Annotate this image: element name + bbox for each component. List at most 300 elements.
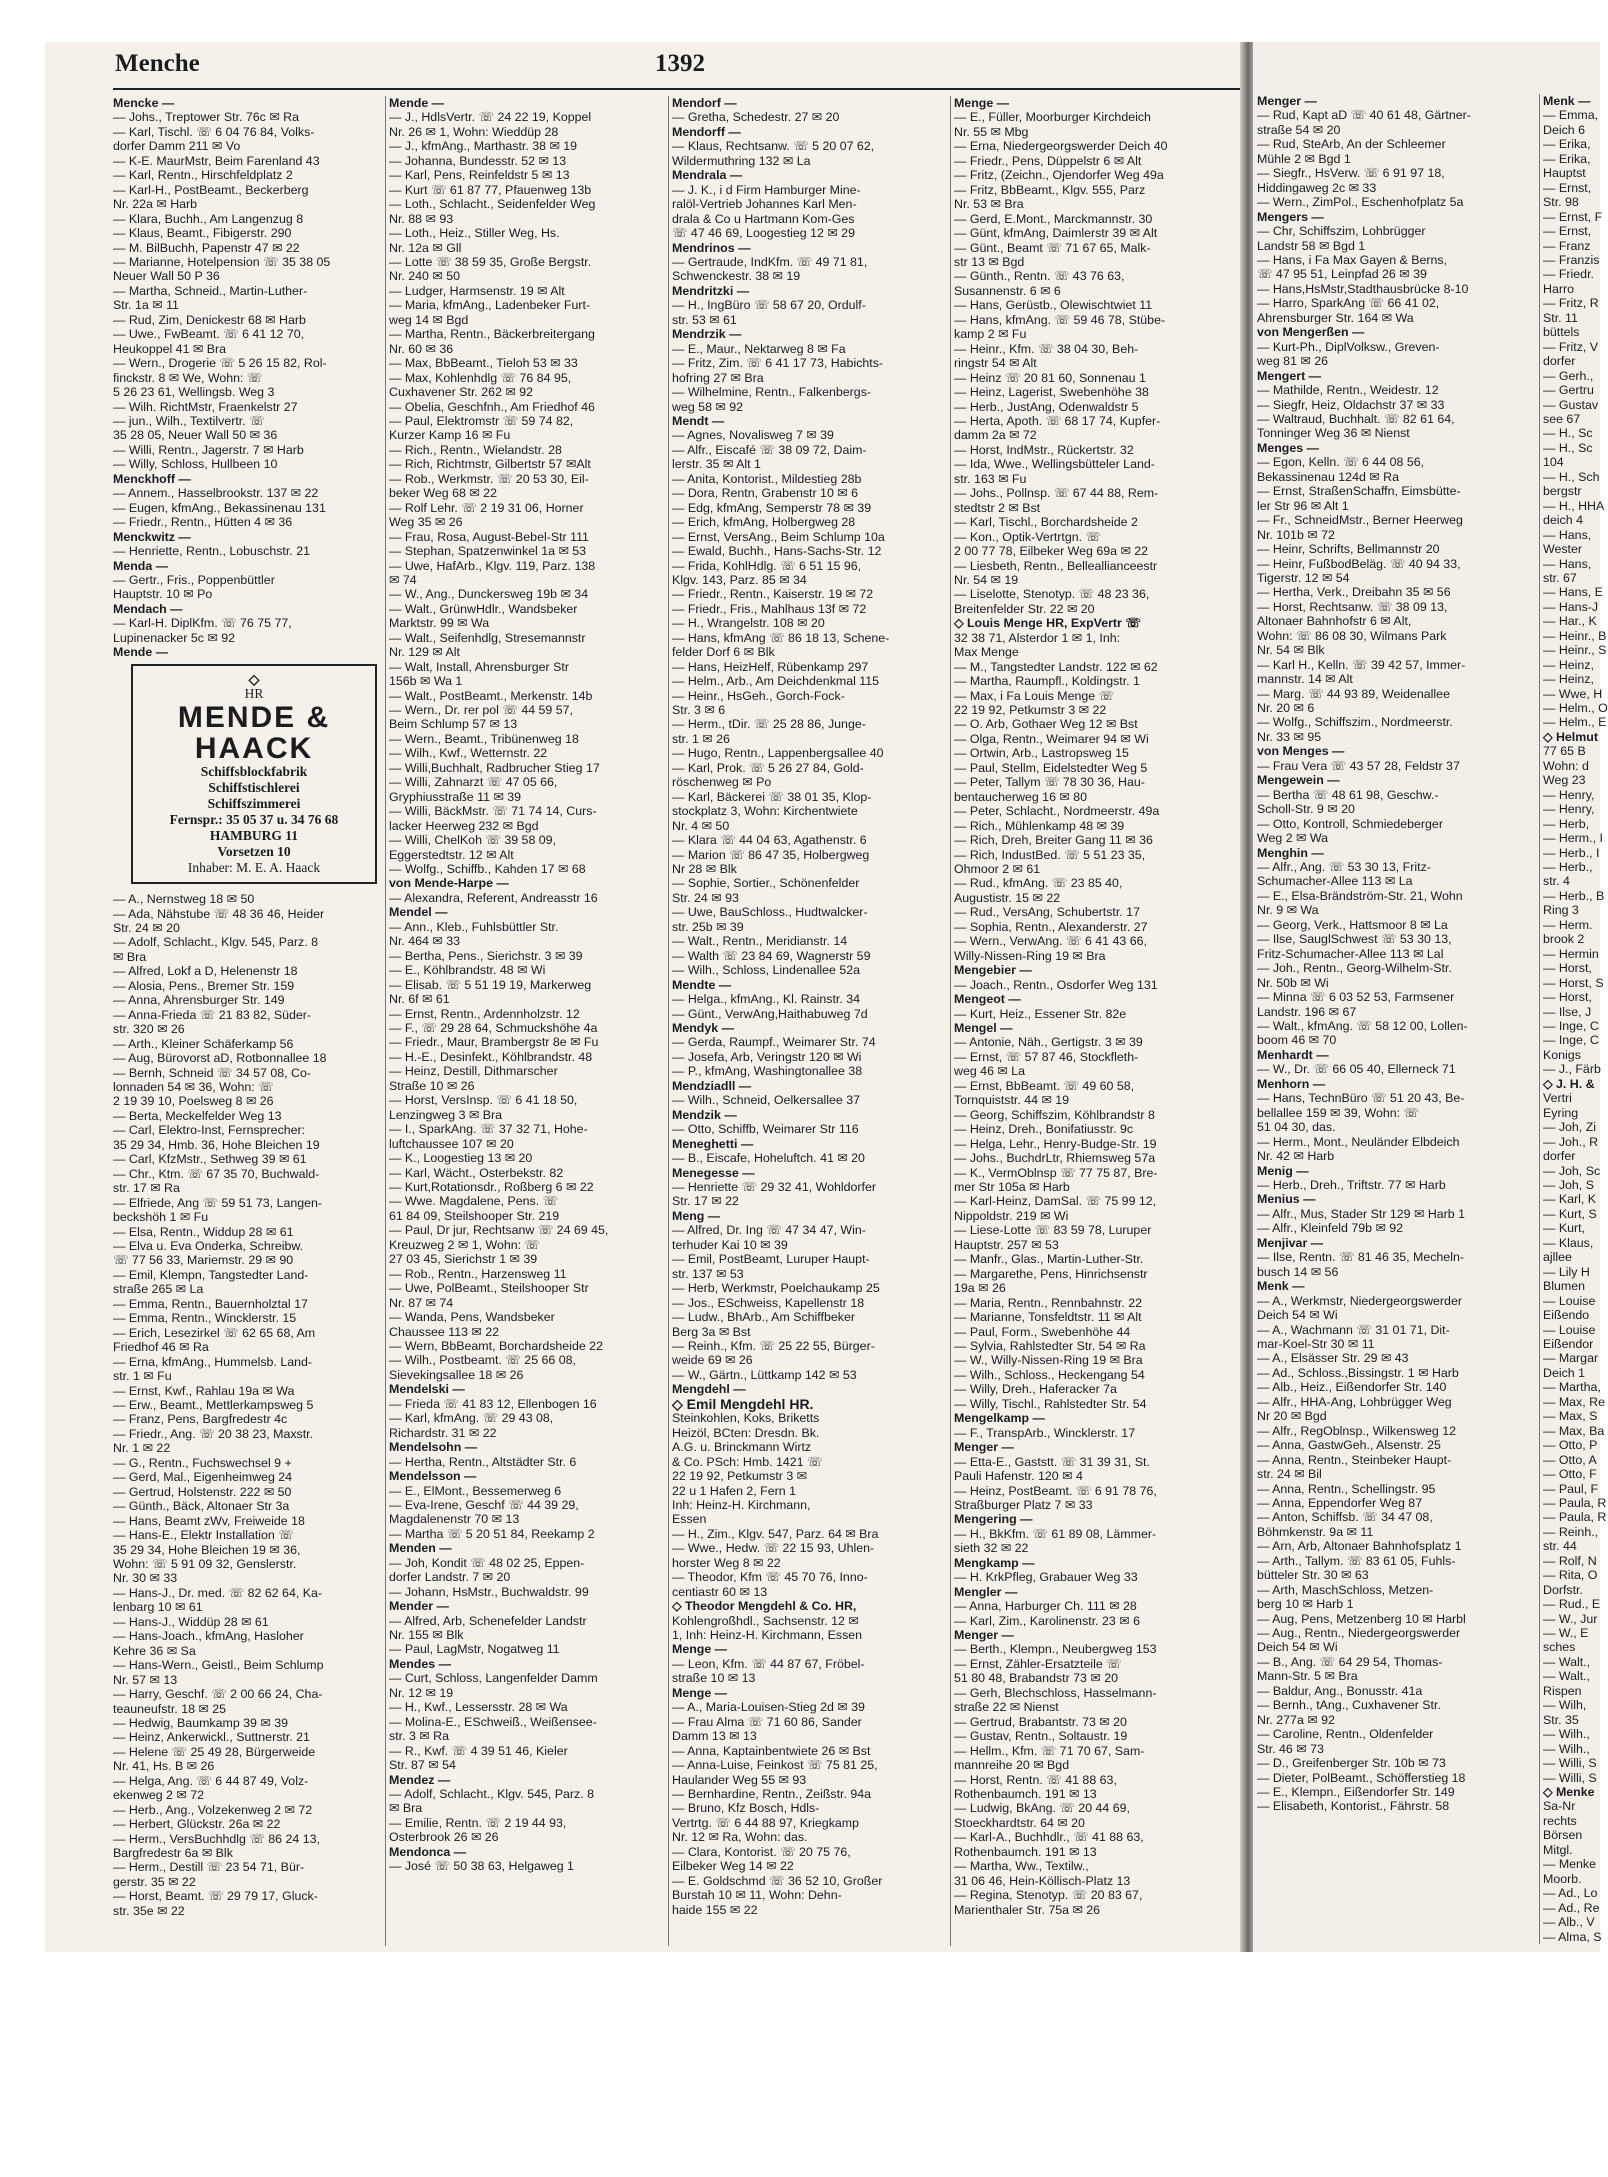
directory-entry: sches (1543, 1640, 1576, 1655)
directory-entry: Nr 20 ✉ Bgd (1257, 1409, 1327, 1424)
directory-entry: haide 155 ✉ 22 (672, 1902, 758, 1917)
directory-entry: — Henry, (1543, 787, 1595, 802)
directory-entry: — Herb, Werkmstr, Poelchaukamp 25 (672, 1281, 880, 1296)
directory-entry: Steinkohlen, Koks, Briketts (672, 1411, 820, 1426)
directory-entry: — Gerh, Blechschloss, Hasselmann- (954, 1685, 1157, 1700)
directory-entry: Inh: Heinz-H. Kirchmann, (672, 1497, 811, 1512)
directory-entry: — Willi, Zahnarzt ☏ 47 05 66, (389, 775, 558, 790)
directory-entry: — Kurt-Ph., DiplVolksw., Greven- (1257, 339, 1440, 354)
directory-entry: — M., Tangstedter Landstr. 122 ✉ 62 (954, 659, 1158, 674)
directory-entry: — Mathilde, Rentn., Weidestr. 12 (1257, 383, 1439, 398)
surname-heading: Mendziadll — (672, 1078, 752, 1093)
firm-listing: ◇ J. H. & (1543, 1076, 1595, 1091)
surname-heading: von Mengerßen — (1257, 325, 1365, 340)
header-rule (113, 88, 1293, 90)
directory-entry: — Bernh., tAng., Cuxhavener Str. (1257, 1698, 1441, 1713)
directory-entry: — Ludger, Harmsenstr. 19 ✉ Alt (389, 283, 565, 298)
directory-entry: Rothenbaumch. 191 ✉ 13 (954, 1844, 1097, 1859)
directory-entry: Rispen (1543, 1683, 1582, 1698)
directory-entry: — Heinr., S (1543, 643, 1607, 658)
directory-entry: Hauptstr. 10 ✉ Po (113, 587, 213, 602)
directory-entry: — Horst, Rentn. ☏ 41 88 63, (954, 1772, 1117, 1787)
directory-entry: boom 46 ✉ 70 (1257, 1033, 1337, 1048)
directory-entry: Nr. 33 ✉ 95 (1257, 729, 1322, 744)
directory-entry: — Sylvia, Rahlstedter Str. 54 ✉ Ra (954, 1338, 1146, 1353)
directory-entry: — Wilh., Postbeamt. ☏ 25 66 08, (389, 1353, 576, 1368)
directory-entry: — Bernhardine, Rentn., Zeißstr. 94a (672, 1787, 872, 1802)
directory-entry: Beim Schlump 57 ✉ 13 (389, 717, 518, 732)
surname-heading: Menges — (1257, 440, 1319, 455)
directory-entry: — Anna, Kaptainbentwiete 26 ✉ Bst (672, 1743, 871, 1758)
directory-entry: — Stephan, Spatzenwinkel 1a ✉ 53 (389, 544, 587, 559)
directory-entry: Burstah 10 ✉ 11, Wohn: Dehn- (672, 1888, 842, 1903)
surname-heading: Mengering — (954, 1512, 1033, 1527)
directory-entry: — Wern., Beamt., Tribünenweg 18 (389, 731, 579, 746)
directory-entry: Ohmoor 2 ✉ 61 (954, 862, 1041, 877)
directory-entry: — Rich., Rentn., Wielandstr. 28 (389, 442, 562, 457)
directory-entry: Nr. 20 ✉ 6 (1257, 701, 1315, 716)
ad-owner: Inhaber: M. E. A. Haack (187, 860, 321, 876)
ad-company-name-line2: HAACK (194, 732, 314, 766)
directory-entry: — Paul, Stellm, Eidelstedter Weg 5 (954, 760, 1148, 775)
directory-entry: dorfer Landstr. 7 ✉ 20 (389, 1570, 511, 1585)
directory-entry: — Rud., VersAng, Schubertstr. 17 (954, 905, 1140, 920)
directory-entry: — Martha, Schneid., Martin-Luther- (113, 283, 308, 298)
directory-entry: — Hans-J (1543, 599, 1599, 614)
directory-entry: — Marion ☏ 86 47 35, Holbergweg (672, 847, 870, 862)
directory-entry: Moorb. (1543, 1871, 1582, 1886)
directory-entry: — H., Zim., Klgv. 547, Parz. 64 ✉ Bra (672, 1526, 879, 1541)
directory-entry: lenbarg 10 ✉ 61 (113, 1600, 203, 1615)
directory-entry: — Herm., VersBuchhdlg ☏ 86 24 13, (113, 1831, 320, 1846)
directory-entry: — Erich, Lesezirkel ☏ 62 65 68, Am (113, 1325, 316, 1340)
directory-entry: busch 14 ✉ 56 (1257, 1264, 1339, 1279)
directory-entry: — Obelia, Geschfnh., Am Friedhof 46 (389, 399, 595, 414)
directory-entry: — Ernst, BbBeamt. ☏ 49 60 58, (954, 1078, 1135, 1093)
directory-entry: — Joh, S (1543, 1177, 1594, 1192)
directory-entry: büttels (1543, 325, 1580, 340)
directory-entry: — G., Rentn., Fuchswechsel 9 + (113, 1455, 292, 1470)
directory-entry: Mann-Str. 5 ✉ Bra (1257, 1669, 1358, 1684)
directory-entry: — Siegfr, Heiz, Oldachstr 37 ✉ 33 (1257, 397, 1445, 412)
directory-entry: — Wolfg., Schiffb., Kahden 17 ✉ 68 (389, 862, 586, 877)
directory-entry: Nr. 87 ✉ 74 (389, 1295, 454, 1310)
directory-entry: & Co. PSch: Hmb. 1421 ☏ (672, 1454, 823, 1469)
directory-entry: — Herm. (1543, 917, 1593, 932)
directory-column-2 (389, 96, 665, 1946)
page-number: 1392 (655, 50, 705, 77)
directory-entry: — Gertr., Fris., Poppenbüttler (113, 572, 275, 587)
directory-entry: — Herm., I (1543, 831, 1603, 846)
directory-entry: — Walt, Install, Ahrensburger Str (389, 659, 569, 674)
directory-entry: — Heinr., HsGeh., Gorch-Fock- (672, 688, 845, 703)
directory-entry: — F., TranspArb., Wincklerstr. 17 (954, 1425, 1136, 1440)
directory-entry: — Klara, Buchh., Am Langenzug 8 (113, 211, 304, 226)
directory-entry: — Arn, Arb, Altonaer Bahnhofsplatz 1 (1257, 1539, 1462, 1554)
directory-entry: — Bruno, Kfz Bosch, Hdls- (672, 1801, 820, 1816)
directory-entry: weg 14 ✉ Bgd (389, 312, 469, 327)
directory-entry: Altonaer Bahnhofstr 6 ✉ Alt, (1257, 614, 1412, 629)
directory-entry: Hiddingaweg 2c ✉ 33 (1257, 180, 1377, 195)
directory-entry: — Karl, Bäckerei ☏ 38 01 35, Klop- (672, 789, 872, 804)
directory-entry: Fritz-Schumacher-Allee 113 ✉ Lal (1257, 946, 1444, 961)
directory-entry: — Gustav (1543, 397, 1599, 412)
directory-entry: dorfer Damm 211 ✉ Vo (113, 139, 241, 154)
directory-entry: — Wilh., (1543, 1727, 1590, 1742)
directory-entry: — Alfred, Arb, Schenefelder Landstr (389, 1613, 587, 1628)
directory-entry: ✉ Bra (389, 1801, 423, 1816)
directory-entry: — Willi, ChelKoh ☏ 39 58 09, (389, 833, 557, 848)
directory-entry: — Marianne, Tonsfeldtstr. 11 ✉ Alt (954, 1310, 1142, 1325)
directory-entry: — Gertrud, Holstenstr. 222 ✉ 50 (113, 1484, 292, 1499)
surname-heading: Menger — (954, 1440, 1014, 1455)
directory-entry: — Alfr., Eiscafé ☏ 38 09 72, Daim- (672, 442, 867, 457)
directory-entry: — Herm., tDir. ☏ 25 28 86, Junge- (672, 717, 866, 732)
directory-entry: — Klaus, Rechtsanw. ☏ 5 20 07 62, (672, 139, 875, 154)
directory-column-6 (1543, 94, 1608, 1944)
directory-entry: ler Str 96 ✉ Alt 1 (1257, 498, 1349, 513)
directory-column-3 (672, 96, 946, 1946)
directory-entry: Harro (1543, 281, 1574, 296)
directory-entry: — jun., Wilh., Textilvertr. ☏ (113, 413, 265, 428)
column-divider (385, 96, 386, 1946)
directory-entry: — Fritz, V (1543, 339, 1599, 354)
directory-entry: Richardstr. 31 ✉ 22 (389, 1425, 497, 1440)
directory-entry: — Franzis (1543, 252, 1600, 267)
directory-entry: — Lily H (1543, 1264, 1590, 1279)
directory-entry: — Anna-Frieda ☏ 21 83 82, Süder- (113, 1007, 312, 1022)
directory-entry: — Alexandra, Referent, Andreasstr 16 (389, 890, 598, 905)
directory-entry: — Helm., E (1543, 715, 1607, 730)
directory-entry: 31 06 46, Hein-Köllisch-Platz 13 (954, 1873, 1131, 1888)
directory-entry: Nr. 53 ✉ Bra (954, 197, 1024, 212)
running-title: Menche (115, 50, 200, 77)
directory-entry: — Georg, Verk., Hattsmoor 8 ✉ La (1257, 917, 1448, 932)
directory-entry: — Otto, F (1543, 1467, 1597, 1482)
directory-entry: — Heinr., Kfm. ☏ 38 04 30, Beh- (954, 341, 1139, 356)
directory-entry: Str. 1a ✉ 11 (113, 298, 179, 313)
directory-entry: 35 29 34, Hohe Bleichen 19 ✉ 36, (113, 1542, 301, 1557)
surname-heading: Mender — (389, 1599, 449, 1614)
directory-entry: str. 1 ✉ Fu (113, 1369, 172, 1384)
directory-entry: — Herm., Destill ☏ 23 54 71, Bür- (113, 1860, 305, 1875)
directory-entry: — Leon, Kfm. ☏ 44 87 67, Fröbel- (672, 1656, 865, 1671)
directory-entry: — Gertru (1543, 383, 1594, 398)
directory-entry: — Klara ☏ 44 04 63, Agathenstr. 6 (672, 833, 867, 848)
directory-entry: — Hans, Gerüstb., Olewischtwiet 11 (954, 298, 1153, 313)
directory-entry: — Hugo, Rentn., Lappenbergsallee 40 (672, 746, 884, 761)
directory-entry: — Berta, Meckelfelder Weg 13 (113, 1108, 282, 1123)
directory-entry: luftchaussee 107 ✉ 20 (389, 1136, 514, 1151)
directory-entry: — Alb., V (1543, 1915, 1595, 1930)
surname-heading: Mengeot — (954, 992, 1021, 1007)
directory-entry: Tonninger Weg 36 ✉ Nienst (1257, 426, 1410, 441)
directory-entry: — Willy, Schloss, Hullbeen 10 (113, 457, 278, 472)
directory-entry: — Uwe., FwBeamt. ☏ 6 41 12 70, (113, 327, 305, 342)
directory-entry: — Max, i Fa Louis Menge ☏ (954, 688, 1115, 703)
directory-entry: — Herb., JustAng, Odenwaldstr 5 (954, 399, 1139, 414)
directory-entry: — K., VermOblnsp ☏ 77 75 87, Bre- (954, 1165, 1158, 1180)
surname-heading: Mengel — (954, 1021, 1013, 1035)
column-divider (1539, 94, 1540, 1944)
directory-entry: Marienthaler Str. 75a ✉ 26 (954, 1902, 1101, 1917)
directory-entry: — Helga., kfmAng., Kl. Rainstr. 34 (672, 992, 861, 1007)
surname-heading: Mendorff — (672, 124, 741, 139)
surname-heading: Mengers — (1257, 209, 1324, 224)
directory-entry: — Elsa, Rentn., Widdup 28 ✉ 61 (113, 1224, 294, 1239)
directory-entry: Nr. 60 ✉ 36 (389, 341, 454, 356)
directory-entry: — Kurt,Rotationsdr., Roßberg 6 ✉ 22 (389, 1179, 594, 1194)
directory-entry: — Otto, A (1543, 1452, 1597, 1467)
directory-column-1 (113, 96, 381, 1946)
surname-heading: Mengewein — (1257, 773, 1340, 788)
directory-entry: — Ernst, Rentn., Ardennholzstr. 12 (389, 1006, 580, 1021)
directory-entry: — Alb., Heiz., Eißendorfer Str. 140 (1257, 1380, 1447, 1395)
directory-entry: str. 24 ✉ Bil (1257, 1467, 1322, 1482)
directory-entry: Str. 87 ✉ 54 (389, 1758, 456, 1773)
surname-heading: Mende — (113, 645, 169, 660)
directory-entry: — Margar (1543, 1351, 1599, 1366)
directory-entry: dorfer (1543, 1149, 1576, 1164)
directory-entry: — Theodor, Kfm ☏ 45 70 76, Inno- (672, 1570, 868, 1585)
directory-entry: 61 84 09, Steilshooper Str. 219 (389, 1208, 560, 1223)
directory-entry: Bekassinenau 124d ✉ Ra (1257, 469, 1399, 484)
directory-entry: — P., kfmAng, Washingtonallee 38 (672, 1064, 863, 1079)
directory-entry: — Agnes, Novalisweg 7 ✉ 39 (672, 428, 834, 443)
directory-entry: — Ortwin, Arb., Lastropsweg 15 (954, 746, 1129, 761)
directory-entry: 2 00 77 78, Eilbeker Weg 69a ✉ 22 (954, 544, 1149, 559)
directory-entry: — Helga, Lehr., Henry-Budge-Str. 19 (954, 1136, 1157, 1151)
directory-entry: weg 46 ✉ La (954, 1064, 1026, 1079)
directory-entry: — H., Sc (1543, 440, 1593, 455)
directory-entry: — Menke (1543, 1857, 1597, 1872)
directory-entry: — J. K., i d Firm Hamburger Mine- (672, 182, 861, 197)
directory-entry: Gryphiusstraße 11 ✉ 39 (389, 789, 522, 804)
directory-entry: — Willi, S (1543, 1756, 1597, 1771)
directory-entry: — Hans, (1543, 527, 1592, 542)
directory-entry: — Herb., Ang., Volzekenweg 2 ✉ 72 (113, 1802, 313, 1817)
directory-entry: — Hans, E (1543, 585, 1603, 600)
directory-entry: — Wilh., Schloss, Lindenallee 52a (672, 963, 861, 978)
directory-entry: lacker Heerweg 232 ✉ Bgd (389, 818, 539, 833)
directory-entry: — Anita, Kontorist., Mildestieg 28b (672, 471, 862, 486)
directory-entry: — Kurt, Heiz., Essener Str. 82e (954, 1006, 1127, 1021)
directory-entry: Hauptstr. 257 ✉ 53 (954, 1237, 1059, 1252)
directory-entry: — Sophie, Sortier., Schönenfelder (672, 876, 860, 891)
directory-entry: — Wilh., Schloss., Heckengang 54 (954, 1367, 1145, 1382)
directory-entry: — Helm., Arb., Am Deichdenkmal 115 (672, 674, 880, 689)
directory-entry: — Josefa, Arb, Veringstr 120 ✉ Wi (672, 1049, 862, 1064)
directory-entry: — Karl, Rentn., Hirschfeldplatz 2 (113, 168, 293, 183)
directory-entry: — Hertha, Verk., Dreibahn 35 ✉ 56 (1257, 585, 1451, 600)
ad-city: HAMBURG 11 (209, 828, 299, 844)
directory-entry: — Ernst, (1543, 224, 1592, 239)
directory-entry: Ring 3 (1543, 903, 1579, 918)
directory-entry: — Arth, MaschSchloss, Metzen- (1257, 1582, 1434, 1597)
directory-entry: — Heinz, Destill, Dithmarscher (389, 1064, 558, 1079)
directory-entry: — Herb., Dreh., Triftstr. 77 ✉ Harb (1257, 1177, 1446, 1192)
directory-entry: — Joh., Rentn., Georg-Wilhelm-Str. (1257, 961, 1452, 976)
directory-entry: Str. 3 ✉ 6 (672, 703, 726, 718)
directory-entry: — Karl H., Kelln. ☏ 39 42 57, Immer- (1257, 657, 1466, 672)
directory-entry: Nr. 26 ✉ 1, Wohn: Wieddüp 28 (389, 124, 559, 139)
directory-entry: — H., Sc (1543, 426, 1593, 441)
directory-entry: — Hans, HeizHelf, Rübenkamp 297 (672, 659, 869, 674)
directory-entry: — Harro, SparkAng ☏ 66 41 02, (1257, 296, 1440, 311)
directory-entry: — Friedr. (1543, 267, 1594, 282)
directory-entry: — Chr, Schiffszim, Lohbrügger (1257, 224, 1426, 239)
directory-entry: teauneufstr. 18 ✉ 25 (113, 1701, 227, 1716)
directory-entry: — Har., K (1543, 614, 1597, 629)
directory-entry: — Harry, Geschf. ☏ 2 00 66 24, Cha- (113, 1687, 323, 1702)
directory-entry: — Karl-Heinz, DamSal. ☏ 75 99 12, (954, 1194, 1157, 1209)
directory-entry: — Alma, S (1543, 1929, 1602, 1944)
directory-entry: — Ad., Schloss.,Bissingstr. 1 ✉ Harb (1257, 1365, 1459, 1380)
directory-entry: — Karl-H., PostBeamt., Beckerberg (113, 182, 309, 197)
directory-entry: Bargfredestr 6a ✉ Blk (113, 1846, 233, 1861)
directory-entry: str. 320 ✉ 26 (113, 1022, 185, 1037)
directory-entry: — Ann., Kleb., Fuhlsbüttler Str. (389, 919, 559, 934)
directory-entry: weg 81 ✉ 26 (1257, 354, 1329, 369)
directory-entry: — Friedr., Fris., Mahlhaus 13f ✉ 72 (672, 601, 867, 616)
directory-entry: Hauptst (1543, 166, 1586, 181)
directory-entry: — Heinr, FußbodBeläg. ☏ 40 94 33, (1257, 556, 1461, 571)
directory-entry: — Emil, Klempn, Tangstedter Land- (113, 1267, 309, 1282)
directory-entry: — Wwe. Magdalene, Pens. ☏ (389, 1194, 559, 1209)
directory-entry: Blumen (1543, 1279, 1586, 1294)
directory-entry: — Kon., Optik-Vertrtgn. ☏ (954, 529, 1102, 544)
directory-entry: — Georg, Schiffszim, Köhlbrandstr 8 (954, 1107, 1155, 1122)
directory-entry: — Ernst, VersAng., Beim Schlump 10a (672, 529, 885, 544)
directory-entry: — Marianne, Hotelpension ☏ 35 38 05 (113, 254, 331, 269)
directory-entry: beker Weg 68 ✉ 22 (389, 486, 497, 501)
directory-entry: — Hertha, Rentn., Altstädter Str. 6 (389, 1454, 577, 1469)
directory-entry: hofring 27 ✉ Bra (672, 370, 764, 385)
directory-entry: — Anna, GastwGeh., Alsenstr. 25 (1257, 1438, 1441, 1453)
directory-entry: — Günt., Beamt ☏ 71 67 65, Malk- (954, 240, 1151, 255)
directory-entry: Nr. 277a ✉ 92 (1257, 1712, 1335, 1727)
directory-entry: — J., kfmAng., Marthastr. 38 ✉ 19 (389, 139, 578, 154)
directory-entry: — Wern., VerwAng. ☏ 6 41 43 66, (954, 934, 1147, 949)
directory-entry: Rothenbaumch. 191 ✉ 13 (954, 1787, 1097, 1802)
directory-entry: A.G. u. Brinckmann Wirtz (672, 1440, 812, 1455)
directory-entry: — W., Jur (1543, 1611, 1598, 1626)
directory-entry: — Johs., Treptower Str. 76c ✉ Ra (113, 110, 299, 125)
directory-entry: — O. Arb, Gothaer Weg 12 ✉ Bst (954, 717, 1138, 732)
directory-entry: — Erna, Niedergeorgswerder Deich 40 (954, 139, 1168, 154)
directory-entry: Str. 24 ✉ 93 (672, 890, 739, 905)
surname-heading: Mendes — (389, 1656, 451, 1671)
directory-entry: Kehre 36 ✉ Sa (113, 1643, 196, 1658)
directory-entry: — Paul, LagMstr, Nogatweg 11 (389, 1642, 560, 1657)
directory-entry: centiastr 60 ✉ 13 (672, 1584, 768, 1599)
surname-heading: Mendelsohn — (389, 1440, 478, 1455)
directory-entry: Landstr 58 ✉ Bgd 1 (1257, 238, 1366, 253)
directory-entry: — E., Elsa-Brändström-Str. 21, Wohn (1257, 888, 1463, 903)
directory-entry: Nr. 12 ✉ 19 (389, 1685, 454, 1700)
directory-entry: Osterbrook 26 ✉ 26 (389, 1830, 499, 1845)
directory-entry: Str. 11 (1543, 310, 1578, 325)
directory-entry: mar-Koel-Str 30 ✉ 11 (1257, 1336, 1375, 1351)
directory-entry: — W., E (1543, 1626, 1589, 1641)
surname-heading: Mengkamp — (954, 1555, 1035, 1570)
directory-entry: Neuer Wall 50 P 36 (113, 269, 220, 284)
directory-entry: — D., Greifenberger Str. 10b ✉ 73 (1257, 1756, 1446, 1771)
directory-entry: — Rob., Werkmstr. ☏ 20 53 30, Eil- (389, 471, 589, 486)
directory-entry: — Paul, F (1543, 1481, 1599, 1496)
directory-entry: Nr. 240 ✉ 50 (389, 269, 460, 284)
directory-entry: — Johann, HsMstr., Buchwaldstr. 99 (389, 1584, 589, 1599)
directory-entry: felder Dorf 6 ✉ Blk (672, 645, 775, 660)
directory-entry: — Karl, Wächt., Osterbekstr. 82 (389, 1165, 564, 1180)
directory-entry: — Henry, (1543, 802, 1595, 817)
directory-entry: — Herb., (1543, 860, 1593, 875)
directory-entry: — Wern., Drogerie ☏ 5 26 15 82, Rol- (113, 356, 327, 371)
directory-entry: Sa-Nr (1543, 1799, 1576, 1814)
directory-entry: 19a ✉ 26 (954, 1281, 1006, 1296)
directory-entry: — Elisab. ☏ 5 51 19 19, Markerweg (389, 977, 592, 992)
directory-entry: — Emilie, Rentn. ☏ 2 19 44 93, (389, 1815, 567, 1830)
directory-entry: — Johs., Pollnsp. ☏ 67 44 88, Rem- (954, 486, 1159, 501)
directory-entry: — Alfr., Kleinfeld 79b ✉ 92 (1257, 1221, 1404, 1236)
directory-entry: Sievekingsallee 18 ✉ 26 (389, 1367, 524, 1382)
directory-entry: Cuxhavener Str. 262 ✉ 92 (389, 385, 534, 400)
directory-entry: — Rolf Lehr. ☏ 2 19 31 06, Horner (389, 500, 584, 515)
directory-entry: — Arth., Kleiner Schäferkamp 56 (113, 1036, 294, 1051)
directory-entry: — Walt., PostBeamt., Merkenstr. 14b (389, 688, 593, 703)
directory-entry: — Aug, Bürovorst aD, Rotbonnallee 18 (113, 1051, 327, 1066)
surname-heading: Menckhoff — (113, 471, 191, 486)
directory-entry: weide 69 ✉ 26 (672, 1353, 753, 1368)
directory-entry: — Joh, Sc (1543, 1163, 1601, 1178)
directory-entry: Nr. 55 ✉ Mbg (954, 124, 1029, 139)
surname-heading: Mendrinos — (672, 240, 751, 255)
directory-entry: 27 03 45, Sierichstr 1 ✉ 39 (389, 1252, 538, 1267)
surname-heading: Menjivar — (1257, 1235, 1324, 1250)
directory-entry: — Peter, Schlacht., Nordmeerstr. 49a (954, 804, 1160, 819)
directory-entry: mannreihe 20 ✉ Bgd (954, 1758, 1070, 1773)
directory-entry: — Klaus, Beamt., Fibigerstr. 290 (113, 226, 292, 241)
directory-entry: — Berth., Klempn., Neubergweg 153 (954, 1642, 1157, 1657)
mende-haack-advertisement (131, 664, 377, 884)
directory-entry: Nr. 155 ✉ Blk (389, 1628, 464, 1643)
surname-heading: Mendorf — (672, 96, 737, 110)
directory-entry: — Max, Re (1543, 1394, 1605, 1409)
directory-entry: — Willi,Buchhalt, Radbrucher Stieg 17 (389, 760, 600, 775)
directory-entry: — Hans, kfmAng. ☏ 59 46 78, Stübe- (954, 312, 1166, 327)
directory-entry: — Anna, Harburger Ch. 111 ✉ 28 (954, 1599, 1137, 1614)
directory-entry: — Horst, Rechtsanw. ☏ 38 09 13, (1257, 599, 1448, 614)
directory-entry: Nr. 54 ✉ Blk (1257, 643, 1325, 658)
directory-entry: — Gertraude, IndKfm. ☏ 49 71 81, (672, 254, 868, 269)
directory-entry: — Rich, Richtmstr, Gilbertstr 57 ✉Alt (389, 457, 591, 472)
directory-entry: — Hermin (1543, 946, 1599, 961)
directory-entry: — W., Ang., Dunckersweg 19b ✉ 34 (389, 587, 589, 602)
directory-entry: — Erna, kfmAng., Hummelsb. Land- (113, 1354, 313, 1369)
directory-entry: — Wilh., (1543, 1741, 1590, 1756)
directory-entry: — Willi, S (1543, 1770, 1597, 1785)
directory-entry: Heizöl, BCten: Dresdn. Bk. (672, 1425, 820, 1440)
directory-entry: — Hans, kfmAng ☏ 86 18 13, Schene- (672, 630, 890, 645)
directory-entry: — Carl, Elektro-Inst, Fernsprecher: (113, 1123, 306, 1138)
directory-entry: Ahrensburger Str. 164 ✉ Wa (1257, 310, 1414, 325)
surname-heading: Mendach — (113, 601, 183, 616)
directory-entry: Kohlengroßhdl., Sachsenstr. 12 ✉ (672, 1613, 859, 1628)
directory-entry: — Alosia, Pens., Bremer Str. 159 (113, 978, 295, 993)
directory-entry: — Emma, (1543, 108, 1599, 123)
directory-entry: — Karl, Zim., Karolinenstr. 23 ✉ 6 (954, 1613, 1140, 1628)
directory-entry: — Manfr., Glas., Martin-Luther-Str. (954, 1252, 1144, 1267)
